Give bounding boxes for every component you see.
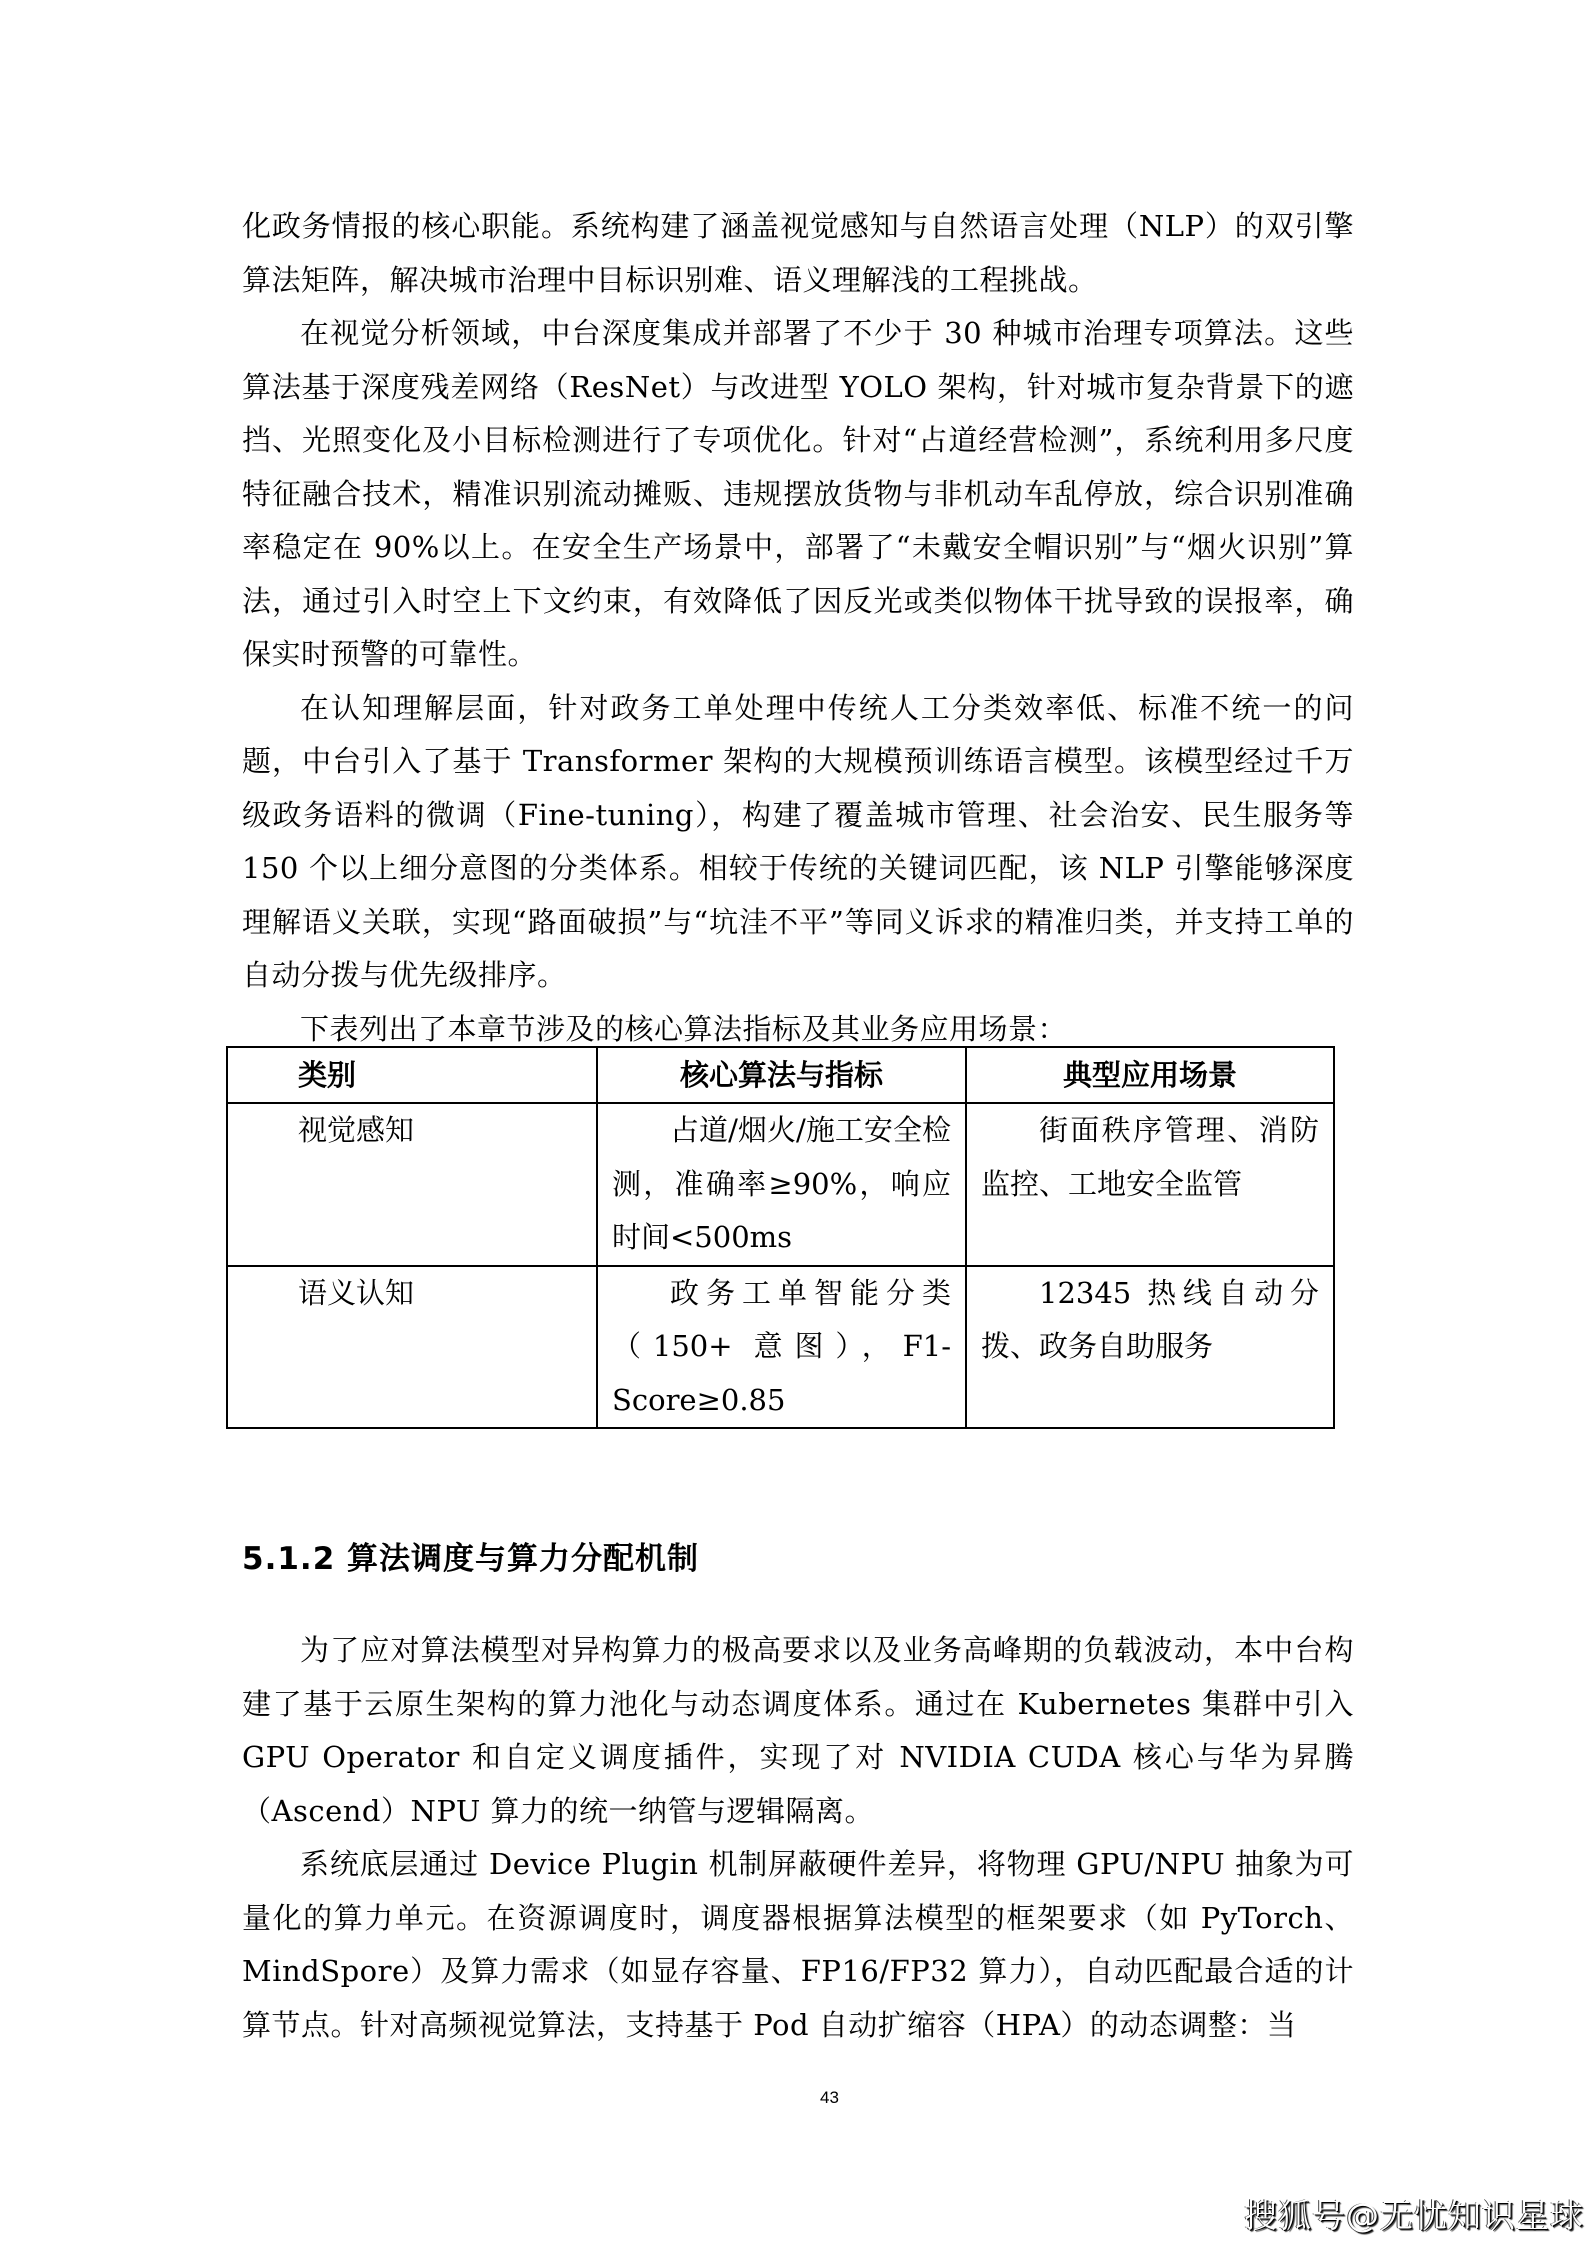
- table-row: [227, 1103, 1334, 1266]
- paragraph-device-plugin: 系统底层通过 Device Plugin 机制屏蔽硬件差异，将物理 GPU/NPU 抽象为可量化的算力单元。在资源调度时，调度器根据算法模型的框架要求（如 PyTorch、MindSpore）及算力需求（如显存容量、FP16/FP32 算力），自动匹配最合适的计算节点。针对高频视觉算法，支持基于 Pod 自动扩缩容（HPA）的动态调整：当: [242, 1847, 1354, 2042]
- table-row: [227, 1266, 1334, 1429]
- section-heading: 5.1.2 算法调度与算力分配机制: [242, 1541, 700, 1577]
- cell-algorithm: [597, 1266, 966, 1429]
- cell-category: 语义认知: [227, 1266, 597, 1429]
- cell-scenario: [966, 1103, 1334, 1266]
- table-header-row: [227, 1047, 1334, 1103]
- cell-scenario-text: 12345 热线自动分拨、政务自助服务: [981, 1275, 1319, 1363]
- paragraph-cognitive-understanding: 在认知理解层面，针对政务工单处理中传统人工分类效率低、标准不统一的问题，中台引入了基于 Transformer 架构的大规模预训练语言模型。该模型经过千万级政务语料的微调（Fine-tuning），构建了覆盖城市管理、社会治安、民生服务等 150 个以上细分意图的分类体系。相较于传统的关键词匹配，该 NLP 引擎能够深度理解语义关联，实现“路面破损”与“坑洼不平”等同义诉求的精准归类，并支持工单的自动分拨与优先级排序。: [242, 690, 1354, 992]
- cell-algorithm: [597, 1103, 966, 1266]
- header-category: 类别: [227, 1047, 597, 1103]
- cell-algorithm-text: 占道/烟火/施工安全检测，准确率≥90%，响应时间<500ms: [612, 1113, 951, 1254]
- paragraph-visual-analysis: 在视觉分析领域，中台深度集成并部署了不少于 30 种城市治理专项算法。这些算法基于深度残差网络（ResNet）与改进型 YOLO 架构，针对城市复杂背景下的遮挡、光照变化及小目标检测进行了专项优化。针对“占道经营检测”，系统利用多尺度特征融合技术，精准识别流动摊贩、违规摆放货物与非机动车乱停放，综合识别准确率稳定在 90%以上。在安全生产场景中，部署了“未戴安全帽识别”与“烟火识别”算法，通过引入时空上下文约束，有效降低了因反光或类似物体干扰导致的误报率，确保实时预警的可靠性。: [242, 316, 1354, 671]
- body-text-top: [242, 200, 1354, 1056]
- page-number: 43: [820, 2088, 839, 2107]
- algorithm-metrics-table: [226, 1046, 1335, 1429]
- paragraph-compute-pooling: 为了应对算法模型对异构算力的极高要求以及业务高峰期的负载波动，本中台构建了基于云原生架构的算力池化与动态调度体系。通过在 Kubernetes 集群中引入 GPU Operator 和自定义调度插件，实现了对 NVIDIA CUDA 核心与华为昇腾（Ascend）NPU 算力的统一纳管与逻辑隔离。: [242, 1633, 1354, 1828]
- paragraph-table-intro: 下表列出了本章节涉及的核心算法指标及其业务应用场景：: [300, 1011, 1068, 1046]
- cell-scenario-text: 街面秩序管理、消防监控、工地安全监管: [981, 1113, 1319, 1201]
- algorithm-metrics-table-container: [226, 1046, 1335, 1429]
- cell-scenario: [966, 1266, 1334, 1429]
- watermark: 搜狐号@无忧知识星球: [1244, 2196, 1584, 2235]
- cell-algorithm-text: 政务工单智能分类（150+ 意图），F1-Score≥0.85: [612, 1275, 951, 1417]
- body-text-bottom: [242, 1624, 1354, 2052]
- header-scenario: 典型应用场景: [966, 1047, 1334, 1103]
- paragraph-continuation: 化政务情报的核心职能。系统构建了涵盖视觉感知与自然语言处理（NLP）的双引擎算法矩阵，解决城市治理中目标识别难、语义理解浅的工程挑战。: [242, 209, 1354, 297]
- header-algorithm: 核心算法与指标: [597, 1047, 966, 1103]
- cell-category: 视觉感知: [227, 1103, 597, 1266]
